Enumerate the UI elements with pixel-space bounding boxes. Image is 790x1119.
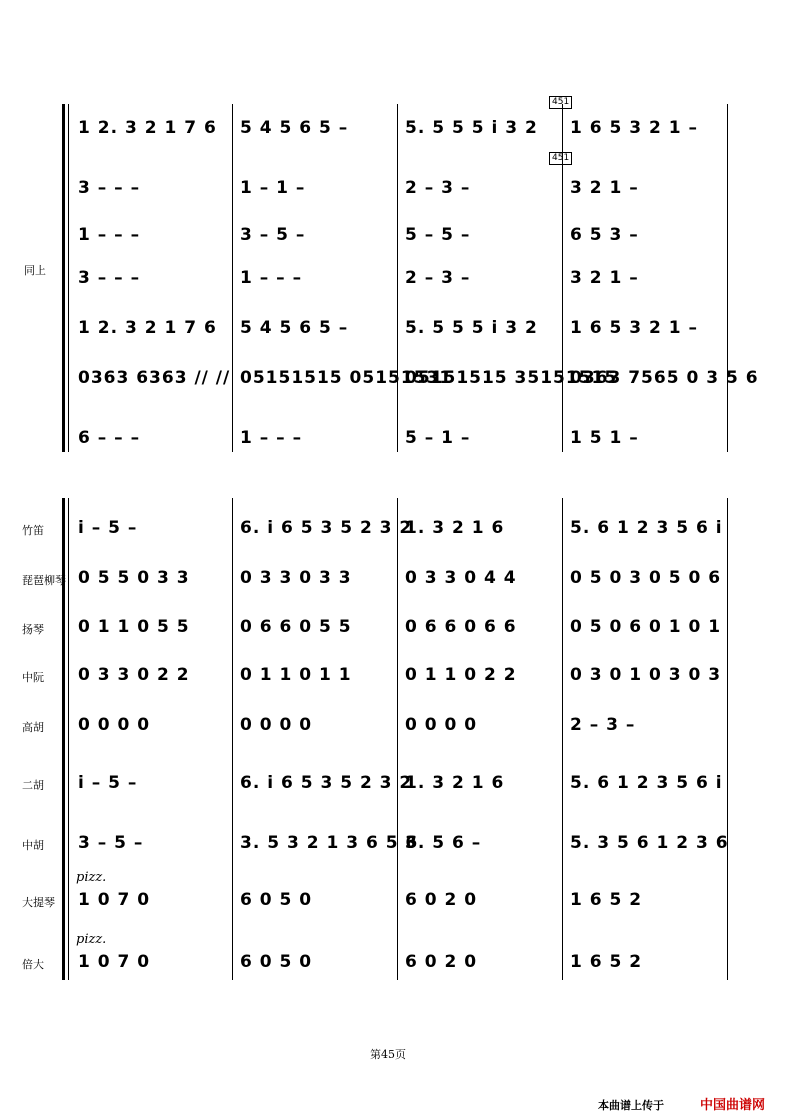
measure: 1 – – – <box>240 268 303 288</box>
rehearsal-mark: 451 <box>549 96 572 109</box>
measure: 3. 5 3 2 1 3 6 5 6 <box>240 833 419 853</box>
system1-barline-1 <box>232 104 233 452</box>
measure: 0363 7565 0 3 5 6 <box>570 368 759 388</box>
instrument-label: 二胡 <box>22 779 44 792</box>
measure: 6. i 6 5 3 5 2 3 2 <box>240 518 413 538</box>
measure: 1 – – – <box>240 428 303 448</box>
measure: 1 – – – <box>78 225 141 245</box>
system2-barline-2 <box>397 498 398 980</box>
measure: 0 3 3 0 3 3 <box>240 568 352 588</box>
measure: 3. 5 6 – <box>405 833 482 853</box>
measure: 1 6 5 3 2 1 – <box>570 318 698 338</box>
measure: 1. 3 2 1 6 <box>405 773 505 793</box>
instrument-label: 琵琶柳琴 <box>22 574 66 587</box>
system1-left-bracket <box>62 104 65 452</box>
measure: i – 5 – <box>78 518 138 538</box>
system2-left-bracket <box>62 498 65 980</box>
measure: 2 – 3 – <box>405 178 471 198</box>
system2-barline-3 <box>562 498 563 980</box>
measure: 3 2 1 – <box>570 178 639 198</box>
instrument-label: 高胡 <box>22 721 44 734</box>
measure: 5. 3 5 6 1 2 3 6 <box>570 833 729 853</box>
system2-barline-4 <box>727 498 728 980</box>
measure: 3 – – – <box>78 178 141 198</box>
pizz-marking: pizz. <box>76 870 107 885</box>
measure: 0 0 0 0 <box>78 715 151 735</box>
instrument-label: 扬琴 <box>22 623 44 636</box>
measure: 0 6 6 0 6 6 <box>405 617 517 637</box>
measure: 5 – 1 – <box>405 428 471 448</box>
measure: 6 0 2 0 <box>405 890 478 910</box>
measure: 2 – 3 – <box>405 268 471 288</box>
instrument-label: 中胡 <box>22 839 44 852</box>
measure: 0 0 0 0 <box>240 715 313 735</box>
instrument-label: 竹笛 <box>22 524 44 537</box>
measure: 6 5 3 – <box>570 225 639 245</box>
instrument-label: 倍大 <box>22 958 44 971</box>
measure: 5. 5 5 5 i 3 2 <box>405 118 538 138</box>
measure: 6 0 2 0 <box>405 952 478 972</box>
measure: 3 – – – <box>78 268 141 288</box>
site-logo: 中国曲谱网 <box>700 1098 766 1113</box>
pizz-marking: pizz. <box>76 932 107 947</box>
measure: 1 6 5 3 2 1 – <box>570 118 698 138</box>
measure: 3 – 5 – <box>240 225 306 245</box>
measure: 5. 6 1 2 3 5 6 i <box>570 518 723 538</box>
measure: 0 5 0 6 0 1 0 1 <box>570 617 722 637</box>
measure: 2 – 3 – <box>570 715 636 735</box>
system1-barline-2 <box>397 104 398 452</box>
measure: 1 – 1 – <box>240 178 306 198</box>
system2-barline-1 <box>232 498 233 980</box>
measure: 1 5 1 – <box>570 428 639 448</box>
measure: 5. 6 1 2 3 5 6 i <box>570 773 723 793</box>
system2-left-barline <box>68 498 69 980</box>
measure: 3 – 5 – <box>78 833 144 853</box>
measure: 1 2. 3 2 1 7 6 <box>78 318 217 338</box>
measure: 3 2 1 – <box>570 268 639 288</box>
measure: 1 0 7 0 <box>78 952 151 972</box>
rehearsal-mark-2: 451 <box>549 152 572 165</box>
measure: 5. 5 5 5 i 3 2 <box>405 318 538 338</box>
measure: 1 0 7 0 <box>78 890 151 910</box>
measure: i – 5 – <box>78 773 138 793</box>
measure: 0 3 0 1 0 3 0 3 <box>570 665 722 685</box>
measure: 05151515 35151515 <box>405 368 618 388</box>
instrument-label: 中阮 <box>22 671 44 684</box>
system1-barline-4 <box>727 104 728 452</box>
measure: 0 1 1 0 1 1 <box>240 665 352 685</box>
measure: 6 – – – <box>78 428 141 448</box>
measure: 1 2. 3 2 1 7 6 <box>78 118 217 138</box>
measure: 0 0 0 0 <box>405 715 478 735</box>
measure: 1 6 5 2 <box>570 952 643 972</box>
upload-notice: 本曲谱上传于 <box>598 1099 664 1112</box>
instrument-label: 大提琴 <box>22 896 55 909</box>
measure: 0 3 3 0 2 2 <box>78 665 190 685</box>
measure: 0 6 6 0 5 5 <box>240 617 352 637</box>
measure: 5 4 5 6 5 – <box>240 318 349 338</box>
measure: 0 5 0 3 0 5 0 6 <box>570 568 722 588</box>
measure: 6. i 6 5 3 5 2 3 2 <box>240 773 413 793</box>
measure: 0 1 1 0 2 2 <box>405 665 517 685</box>
group-label: 同上 <box>24 264 46 277</box>
measure: 6 0 5 0 <box>240 890 313 910</box>
system1-left-barline <box>68 104 69 452</box>
page-number: 第45页 <box>370 1048 406 1061</box>
measure: 0 3 3 0 4 4 <box>405 568 517 588</box>
measure: 1. 3 2 1 6 <box>405 518 505 538</box>
measure: 0 1 1 0 5 5 <box>78 617 190 637</box>
measure: 1 6 5 2 <box>570 890 643 910</box>
measure: 05151515 05151531 <box>240 368 453 388</box>
measure: 5 4 5 6 5 – <box>240 118 349 138</box>
measure: 0 5 5 0 3 3 <box>78 568 190 588</box>
measure: 6 0 5 0 <box>240 952 313 972</box>
measure: 5 – 5 – <box>405 225 471 245</box>
measure: 0363 6363 // // <box>78 368 231 388</box>
